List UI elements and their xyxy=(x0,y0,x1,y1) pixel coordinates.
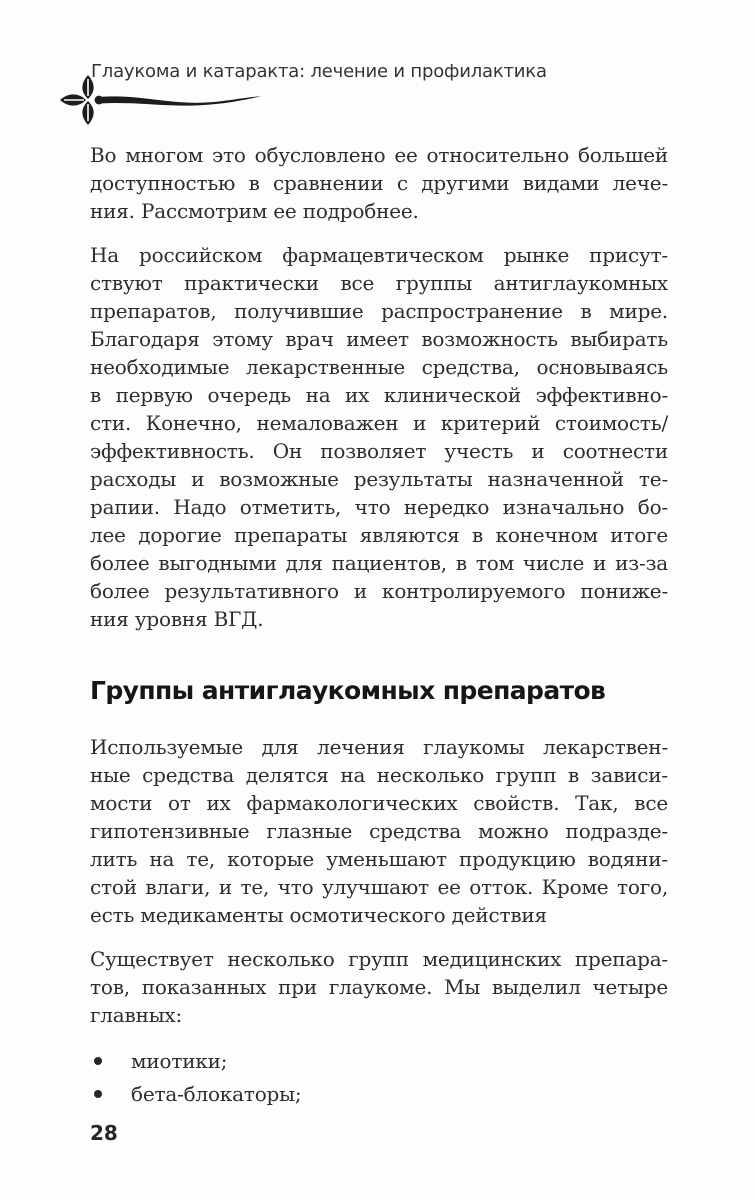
flourish-ornament-icon xyxy=(57,74,263,126)
paragraph xyxy=(90,945,668,1029)
text-line: Используемые для лечения глаукомы лекарствен- xyxy=(90,735,668,759)
text-line: доступностью в сравнении с другими видами лече- xyxy=(90,171,668,195)
text-line: необходимые лекарственные средства, основываясь xyxy=(90,355,668,379)
text-line: есть медикаменты осмотического действия xyxy=(90,903,547,927)
paragraph xyxy=(90,241,668,633)
bullet-dot-icon xyxy=(94,1057,102,1065)
text-line: На российском фармацевтическом рынке присут- xyxy=(90,243,668,267)
text-line: Существует несколько групп медицинских препара- xyxy=(90,947,668,971)
body-text xyxy=(90,141,668,1111)
text-line: расходы и возможные результаты назначенной те- xyxy=(90,467,668,491)
bullet-list xyxy=(90,1045,668,1111)
text-line: Во многом это обусловлено ее относительно большей xyxy=(90,143,668,167)
running-title: Глаукома и катаракта: лечение и профилактика xyxy=(91,61,547,82)
list-item-text: миотики; xyxy=(131,1049,228,1073)
text-line: ния. Рассмотрим ее подробнее. xyxy=(90,199,419,223)
text-line: эффективность. Он позволяет учесть и соотнести xyxy=(90,439,668,463)
text-line: более выгодными для пациентов, в том числе и из-за xyxy=(90,551,668,575)
text-line: ствуют практически все группы антиглаукомных xyxy=(90,271,668,295)
bullet-dot-icon xyxy=(94,1090,102,1098)
list-item xyxy=(90,1078,668,1111)
text-line: рапии. Надо отметить, что нередко изначально бо- xyxy=(90,495,668,519)
text-line: препаратов, получившие распространение в мире. xyxy=(90,299,668,323)
text-line: ния уровня ВГД. xyxy=(90,607,264,631)
text-line: главных: xyxy=(90,1003,183,1027)
text-line: лить на те, которые уменьшают продукцию водяни- xyxy=(90,847,668,871)
text-line: мости от их фармакологических свойств. Так, все xyxy=(90,791,668,815)
text-line: более результативного и контролируемого пониже- xyxy=(90,579,668,603)
paragraph xyxy=(90,141,668,225)
text-line: сти. Конечно, немаловажен и критерий стоимость/ xyxy=(90,411,668,435)
list-item-text: бета-блокаторы; xyxy=(131,1082,302,1106)
text-line: ные средства делятся на несколько групп в зависи- xyxy=(90,763,668,787)
page-number: 28 xyxy=(90,1121,118,1145)
list-item xyxy=(90,1045,668,1078)
text-line: лее дорогие препараты являются в конечном итоге xyxy=(90,523,668,547)
text-line: гипотензивные глазные средства можно подразде- xyxy=(90,819,668,843)
text-line: стой влаги, и те, что улучшают ее отток. Кроме того, xyxy=(90,875,668,899)
section-heading: Группы антиглаукомных препаратов xyxy=(90,676,606,705)
text-line: в первую очередь на их клинической эффективно- xyxy=(90,383,668,407)
paragraph xyxy=(90,733,668,929)
text-line: Благодаря этому врач имеет возможность выбирать xyxy=(90,327,668,351)
text-line: тов, показанных при глаукоме. Мы выделил четыре xyxy=(90,975,668,999)
